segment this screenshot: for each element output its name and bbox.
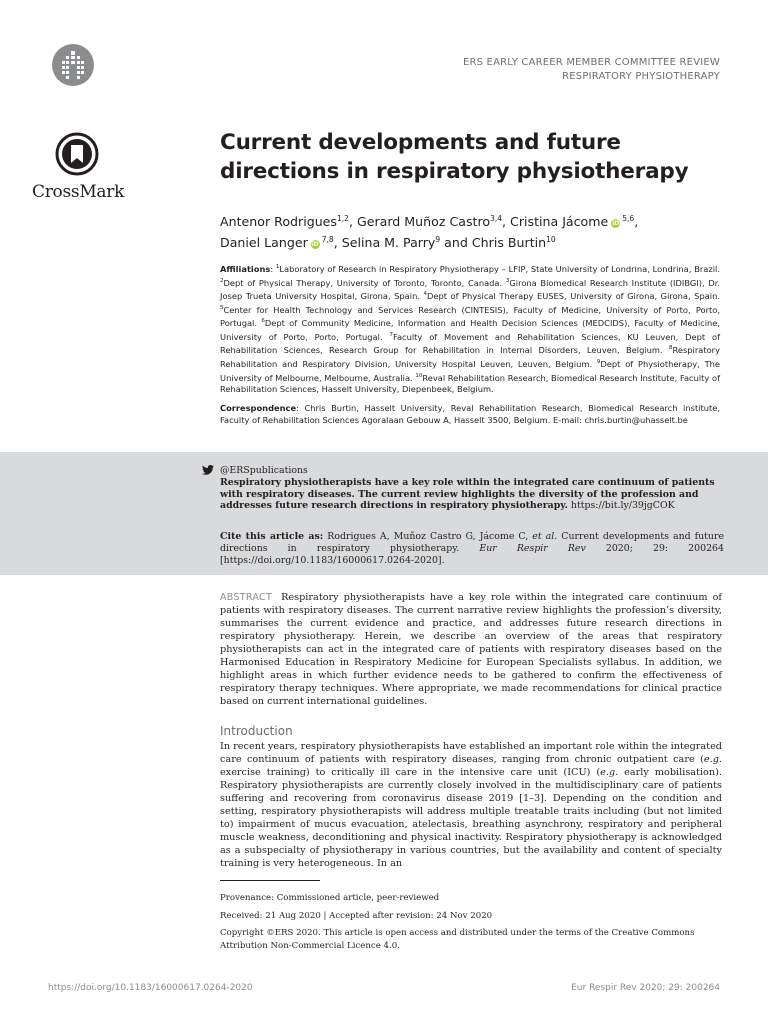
ers-logo-icon [52,44,94,86]
author-name[interactable]: Chris Burtin [471,235,547,251]
affiliation-number: 9 [596,358,601,365]
article-category-header [463,56,720,84]
author-affiliation-sup: 3,4 [490,214,503,223]
tweet-block [220,465,724,512]
intro-text-italic: e.g. [703,754,722,765]
abstract-label: ABSTRACT [220,592,273,603]
header-line-1: ERS EARLY CAREER MEMBER COMMITTEE REVIEW [462,57,720,68]
article-title: Current developments and future directions in respiratory physiotherapy [220,130,689,184]
affiliation-number: 1 [275,264,280,270]
journal-citation-footer: Eur Respir Rev 2020; 29: 200264 [571,983,720,993]
tweet-text: Respiratory physiotherapists have a key role within the integrated care continuum of patients with respiratory diseases. The current review highlights the diversity of the profession and addresses future research directions in respiratory physiotherapy. [220,476,715,512]
affiliation-number: 4 [423,291,427,298]
author-affiliation-sup: 7,8 [321,235,334,245]
affiliation-text: Dept of Physiotherapy, The University of Melbourne, Melbourne, Australia. [220,358,721,383]
doi-link[interactable]: https://doi.org/10.1183/16000617.0264-2020 [48,983,253,993]
author-affiliation-sup: 5,6 [622,214,635,223]
author-name[interactable]: Gerard Muñoz Castro [356,214,491,230]
affiliation-text: Dept of Community Medicine, Information and Health Decision Sciences (MEDCIDS), Faculty of Medicine, University of Porto, Porto, Portugal. [220,318,720,342]
affiliation-number: 6 [261,318,265,325]
affiliation-number: 5 [220,304,224,311]
author-name[interactable]: Daniel Langer [220,235,308,251]
dates-line: Received: 21 Aug 2020 | Accepted after revision: 24 Nov 2020 [220,910,493,921]
crossmark-wordmark: CrossMark [32,182,125,202]
affiliation-number: 10 [415,372,423,379]
affiliation-number: 2 [220,277,224,284]
affiliation-text: Laboratory of Research in Respiratory Physiotherapy – LFIP, State University of Londrina, Londrina, Brazil. [279,263,720,274]
author-list: Antenor Rodrigues$^{1,2}$, Gerard Muñoz Castro$^{3,4}$, Cristina Jácome iD$^{5,6}$, Daniel Langer iD$^{7,8}$, Selina M. Parry$^9$ and Chris Burtin$^{10}$ [220,214,639,251]
author-name[interactable]: Antenor Rodrigues [220,214,337,230]
abstract-text: Respiratory physiotherapists have a key role within the integrated care continuum of patients with respiratory diseases. The current narrative review highlights the profession’s diversity, summarises the current evidence and practice, and addresses future research directions in respiratory physiotherapy. Herein, we describe an overview of the areas that respiratory physiotherapists can act in the integrated care of patients with respiratory diseases based on the Harmonised Education in Respiratory Medicine for European Specialists syllabus. In addition, we highlight areas in which further evidence needs to be gathered to confirm the effectiveness of respiratory therapy techniques. Where appropriate, we made recommendations for clinical practice based on current international guidelines. [220,592,722,707]
twitter-icon [202,465,214,475]
introduction-text [220,740,722,870]
orcid-icon[interactable]: iD [311,241,319,249]
correspondence-label: Correspondence [220,403,297,413]
author-name[interactable]: Cristina Jácome [510,214,609,230]
copyright-line: Copyright ©ERS 2020. This article is open access and distributed under the terms of the Creative Commons Attribution Non-Commercial Licence 4.0. [220,928,695,951]
crossmark-icon [55,132,99,176]
tweet-link[interactable]: https://bit.ly/39jgCOK [570,500,675,512]
crossmark-badge[interactable] [32,132,125,202]
affiliation-text: Reval Rehabilitation Research, Biomedical Research Institute, Faculty of Rehabilitation Sciences, Hasselt University, Diepenbeek, Belgium. [220,372,720,395]
intro-text-part: early mobilisation). Respiratory physiotherapists are currently closely involved in the multidisciplinary care of patients suffering and recovering from coronavirus disease 2019 [1–3]. Depending on the condition and setting, respiratory physiotherapists will address multiple treatable traits including (but not limited to) impairment of mucus evacuation, atelectasis, breathing asynchrony, respiratory and peripheral muscle weakness, deconditioning and physical inactivity. Respiratory physiotherapy is acknowledged as a subspecialty of physiotherapy in various countries, but the availability and content of specialty training is very heterogeneous. In an [220,767,722,869]
abstract [220,591,722,708]
intro-text-italic: e.g. [600,767,619,778]
footnote-divider [220,880,320,881]
affiliation-text: Dept of Physical Therapy, University of Toronto, Toronto, Canada. [223,277,503,288]
provenance-block [220,892,724,952]
introduction-heading: Introduction [220,724,293,738]
affiliation-number: 8 [668,345,673,352]
twitter-handle[interactable]: @ERSpublications [220,465,308,476]
affiliation-number: 7 [389,331,393,338]
intro-text-part: exercise training) to critically ill care in the intensive care unit (ICU) ( [220,767,601,778]
provenance-line: Provenance: Commissioned article, peer-reviewed [220,893,440,903]
cite-block [220,531,724,566]
affiliation-text: Center for Health Technology and Services Research (CINTESIS), Faculty of Medicine, University of Porto, Porto, Portugal. [220,304,720,329]
affiliations: Affiliations: $^1$Laboratory of Research in Respiratory Physiotherapy – LFIP, State University of Londrina, Londrina, Brazil. $^2$Dept of Physical Therapy, University of Toronto, Toronto, Canada. $^3$Girona Biomedical Research Institute (IDIBGI), Dr. Josep Trueta University Hospital, Girona, Spain. $^4$Dept of Physical Therapy EUSES, University of Girona, Girona, Spain. $^5$Center for Health Technology and Services Research (CINTESIS), Faculty of Medicine, University of Porto, Porto, Portugal. $^6$Dept of Community Medicine, Information and Health Decision Sciences (MEDCIDS), Faculty of Medicine, University of Porto, Porto, Portugal. $^7$Faculty of Movement and Rehabilitation Sciences, KU Leuven, Dept of Rehabilitation Sciences, Research Group for Rehabilitation in Internal Disorders, Leuven, Belgium. $^8$Respiratory Rehabilitation and Respiratory Division, University Hospital Leuven, Leuven, Belgium. $^9$Dept of Physiotherapy, The University of Melbourne, Melbourne, Australia. $^{10}$Reval Rehabilitation Research, Biomedical Research Institute, Faculty of Rehabilitation Sciences, Hasselt University, Diepenbeek, Belgium. [220,263,721,395]
orcid-icon[interactable]: iD [612,220,620,228]
affiliation-text: Faculty of Movement and Rehabilitation Sciences, KU Leuven, Dept of Rehabilitation Sciences, Research Group for Rehabilitation in Internal Disorders, Leuven, Belgium. [220,331,720,356]
cite-label: Cite this article as: [220,531,324,542]
author-name[interactable]: Selina M. Parry [341,235,436,251]
affiliation-number: 3 [505,277,510,284]
cite-title: . Current developments and future directions in respiratory physiotherapy. [220,531,724,554]
author-affiliation-sup: 1,2 [337,214,349,223]
intro-text-part: In recent years, respiratory physiotherapists have established an important role within the integrated care continuum of patients with respiratory diseases, ranging from chronic outpatient care ( [220,741,722,765]
affiliation-text: Respiratory Rehabilitation and Respiratory Division, University Hospital Leuven, Leuven, Belgium. [220,345,721,369]
affiliation-text: Dept of Physical Therapy EUSES, University of Girona, Girona, Spain. [427,290,720,301]
affiliation-text: Girona Biomedical Research Institute (IDIBGI), Dr. Josep Trueta University Hospital, Girona, Spain. [220,277,721,301]
cite-journal: Eur Respir Rev [479,542,586,554]
cite-details: 2020; 29: 200264 [https://doi.org/10.1183/16000617.0264-2020]. [220,542,724,566]
correspondence-text: Chris Burtin, Hasselt University, Reval Rehabilitation Research, Biomedical Research institute, Faculty of Rehabilitation Sciences Agoralaan Gebouw A, Hasselt 3500, Belgium. E-mail: chris.burtin@uhasselt.be [220,403,721,425]
cite-authors: Rodrigues A, Muñoz Castro G, Jácome C, [327,531,529,542]
correspondence: Correspondence: Chris Burtin, Hasselt University, Reval Rehabilitation Research, Biomedical Research institute, Faculty of Rehabilitation Sciences Agoralaan Gebouw A, Hasselt 3500, Belgium. E-mail: chris.burtin@uhasselt.be [220,403,721,425]
author-affiliation-sup: 9 [435,235,441,245]
author-affiliation-sup: 10 [546,235,556,245]
cite-etal: et al [532,531,555,542]
header-line-2: RESPIRATORY PHYSIOTHERAPY [562,71,720,82]
affiliations-label: Affiliations [220,263,271,274]
